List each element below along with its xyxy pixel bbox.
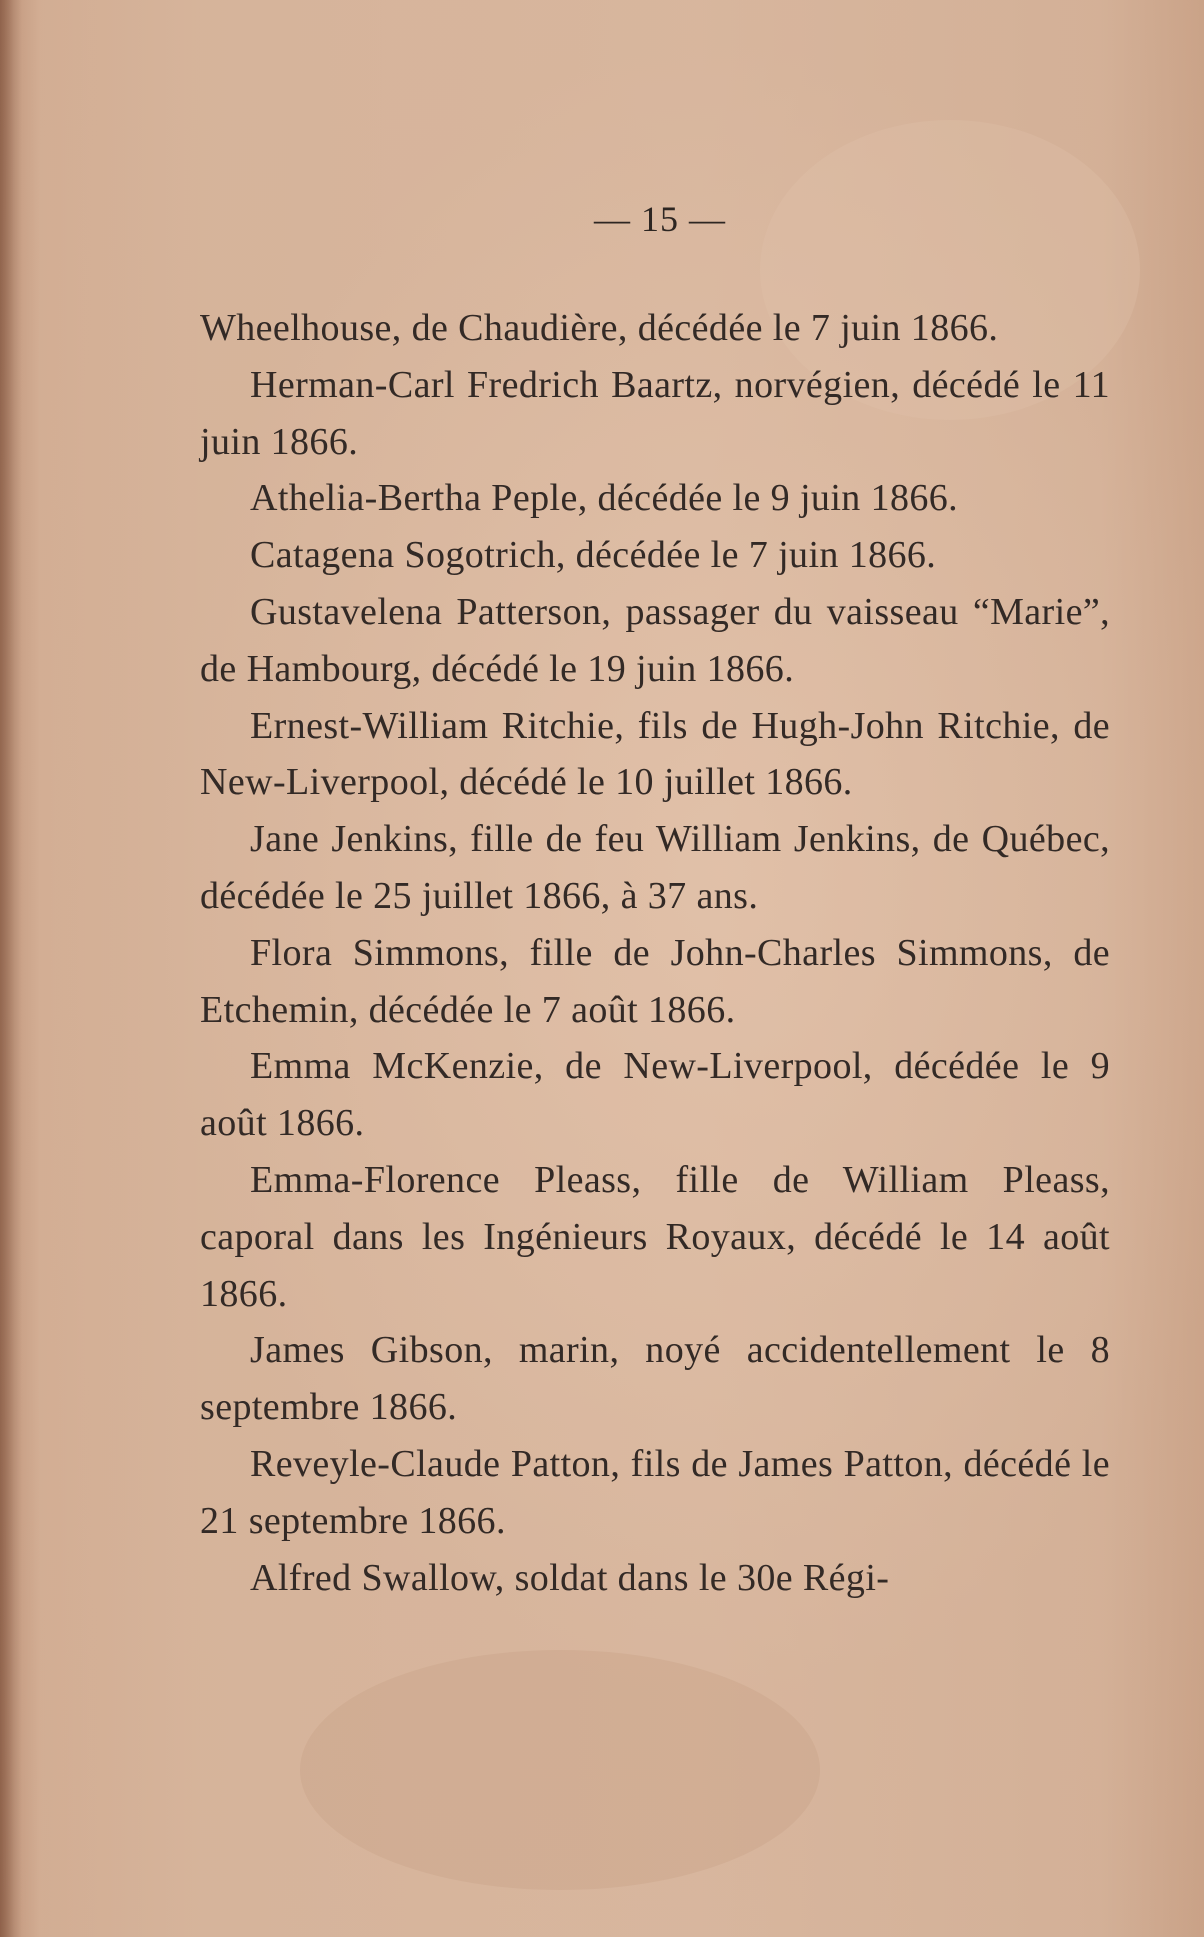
register-entry: Emma McKenzie, de New-Liverpool, décédée le 9 août 1866. [200,1045,1110,1145]
register-entry: James Gibson, marin, noyé accidentellement le 8 septembre 1866. [200,1329,1110,1429]
page-number: — 15 — [594,199,726,239]
register-entry: Ernest-William Ritchie, fils de Hugh-John Ritchie, de New-Liverpool, décédé le 10 juillet 1866. [200,704,1110,804]
register-entry: Flora Simmons, fille de John-Charles Simmons, de Etchemin, décédée le 7 août 1866. [200,931,1110,1031]
register-entry: Jane Jenkins, fille de feu William Jenkins, de Québec, décédée le 25 juillet 1866, à 37 ans. [200,818,1110,917]
register-entry: Herman-Carl Fredrich Baartz, norvégien, décédé le 11 juin 1866. [200,363,1110,463]
paper-stain [300,1650,820,1890]
register-entry: Catagena Sogotrich, décédée le 7 juin 1866. [250,534,937,577]
register-text [200,300,1110,1606]
page-edge-shadow [0,0,22,1937]
register-entry: Reveyle-Claude Patton, fils de James Patton, décédé le 21 septembre 1866. [200,1442,1110,1542]
register-entry: Emma-Florence Pleass, fille de William Pleass, caporal dans les Ingénieurs Royaux, décédé le 14 août 1866. [200,1158,1110,1315]
register-entry: Gustavelena Patterson, passager du vaisseau “Marie”, de Hambourg, décédé le 19 juin 1866. [200,590,1110,690]
register-entry: Alfred Swallow, soldat dans le 30e Régi- [250,1556,890,1599]
register-entry: Athelia-Bertha Peple, décédée le 9 juin 1866. [250,477,959,520]
register-entry: Wheelhouse, de Chaudière, décédée le 7 juin 1866. [200,307,999,349]
